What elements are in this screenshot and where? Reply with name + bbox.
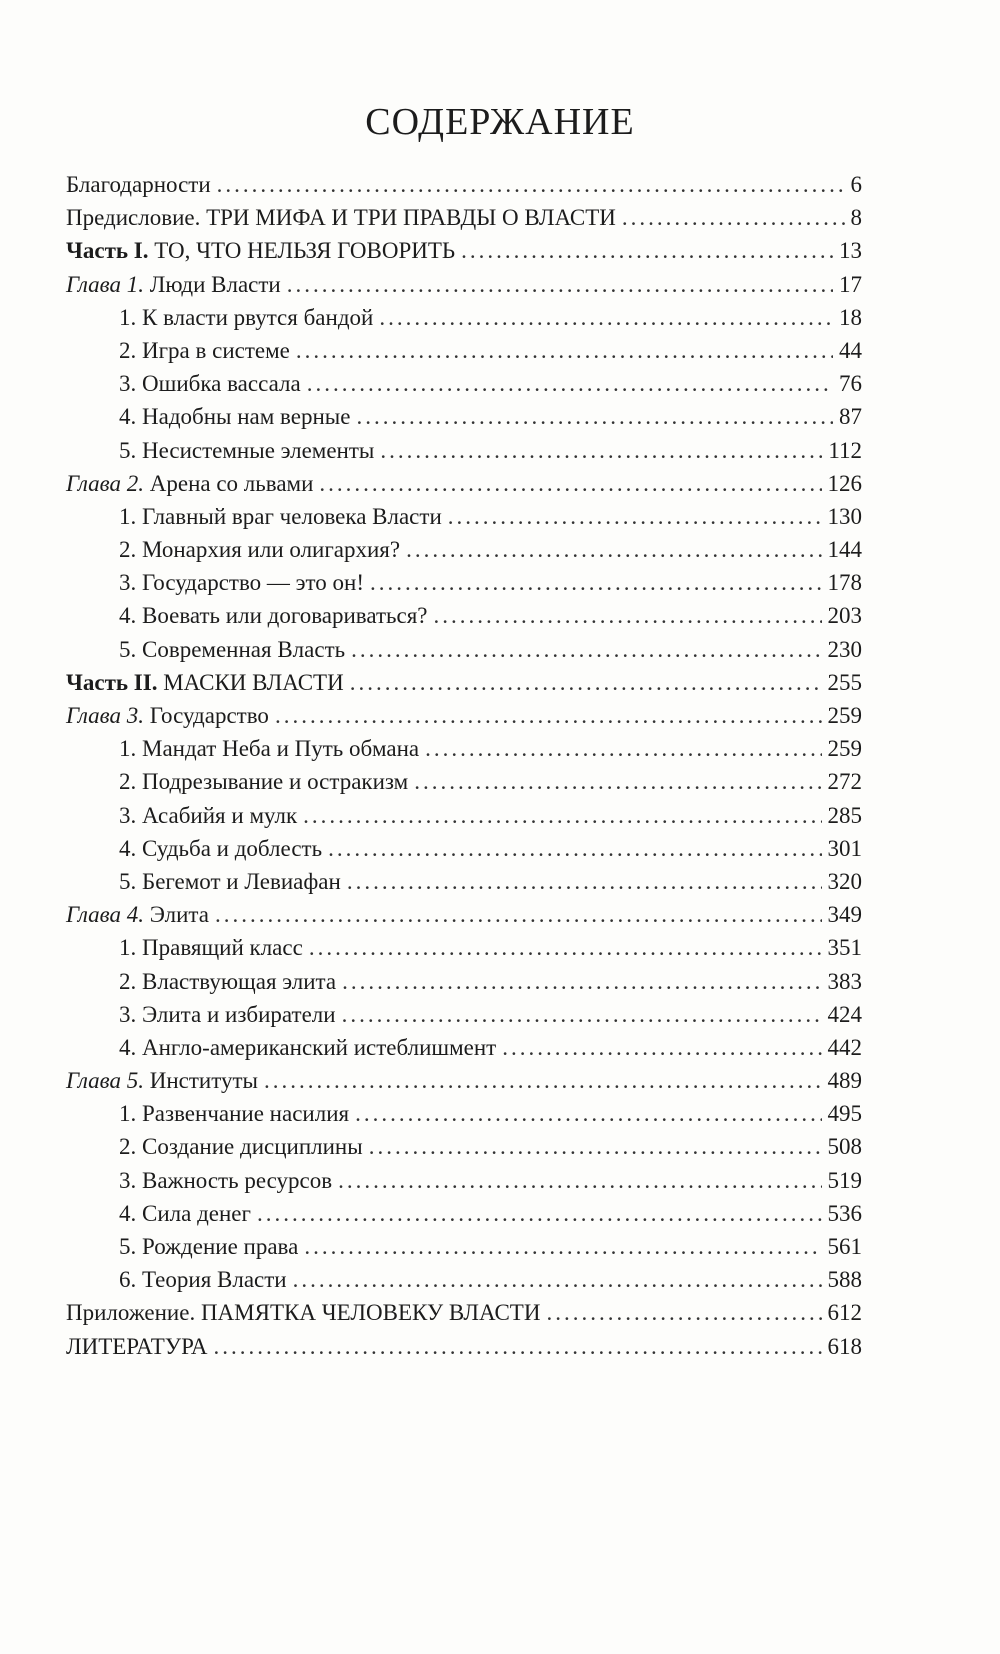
toc-entry-page-number: 255 (827, 669, 862, 695)
toc-entry (66, 1101, 862, 1134)
toc-entry-label (66, 238, 455, 264)
toc-entry-label (119, 338, 290, 364)
toc-entry-label (119, 1002, 336, 1028)
toc-entry-text: Арена со львами (144, 470, 314, 496)
toc-entry-page-number: 442 (827, 1034, 862, 1060)
dot-leader (342, 1002, 822, 1028)
toc-entry-prefix: Глава 3. (66, 703, 144, 728)
toc-entry (66, 471, 862, 504)
toc-entry-page-number: 259 (827, 703, 862, 728)
toc-entry-prefix: Глава 5. (66, 1068, 144, 1094)
toc-entry-text: 2. Монархия или олигархия? (119, 537, 401, 563)
toc-entry-page-number: 519 (827, 1167, 862, 1193)
toc-entry-page-number: 130 (827, 503, 862, 529)
toc-entry-text: Приложение. ПАМЯТКА ЧЕЛОВЕКУ ВЛАСТИ (66, 1300, 541, 1326)
toc-entry (66, 371, 862, 404)
dot-leader (257, 1201, 822, 1227)
toc-entry-page-number: 508 (827, 1134, 862, 1160)
toc-entry (66, 803, 862, 836)
toc-entry (66, 703, 862, 736)
toc-entry-page-number: 203 (827, 603, 862, 629)
toc-entry-text: 5. Современная Власть (119, 636, 346, 662)
toc-entry-text: Благодарности (66, 172, 211, 197)
toc-entry (66, 1300, 862, 1333)
toc-entry-page-number: 144 (827, 537, 862, 563)
toc-entry (66, 1168, 862, 1201)
toc-entry-label (119, 869, 341, 895)
toc-entry-text: 2. Игра в системе (119, 337, 290, 363)
toc-entry-label (119, 438, 374, 464)
toc-entry-text: 3. Асабийя и мулк (119, 802, 298, 828)
dot-leader (448, 504, 822, 530)
toc-entry (66, 1002, 862, 1035)
toc-entry-page-number: 351 (827, 935, 862, 961)
dot-leader (347, 869, 822, 895)
toc-entry-label (119, 736, 419, 762)
toc-entry-label (119, 1035, 496, 1061)
toc-entry-label (66, 471, 313, 497)
dot-leader (355, 1101, 821, 1127)
toc-entry (66, 935, 862, 968)
toc-entry-label (119, 1134, 363, 1160)
toc-entry-page-number: 17 (839, 271, 862, 297)
toc-entry-label (119, 836, 322, 862)
dot-leader (406, 537, 821, 563)
toc-entry-text: 4. Англо-американский истеблишмент (119, 1034, 497, 1060)
toc-entry-page-number: 612 (827, 1300, 862, 1326)
dot-leader (622, 205, 845, 231)
toc-entry (66, 1134, 862, 1167)
toc-entry (66, 670, 862, 703)
dot-leader (546, 1300, 821, 1326)
toc-entry (66, 637, 862, 670)
toc-entry-label (66, 205, 616, 231)
toc-entry-page-number: 561 (827, 1234, 862, 1259)
dot-leader (369, 1134, 822, 1160)
toc-entry-text: 2. Властвующая элита (119, 968, 337, 994)
toc-entry-page-number: 618 (827, 1333, 862, 1359)
toc-entry-page-number: 489 (827, 1068, 862, 1094)
toc-entry (66, 238, 862, 271)
toc-entry-page-number: 87 (839, 404, 862, 430)
toc-entry-text: 1. Развенчание насилия (119, 1101, 350, 1127)
toc-entry-text: 3. Ошибка вассала (119, 371, 301, 397)
toc-entry-page-number: 320 (827, 868, 862, 894)
page-title: СОДЕРЖАНИЕ (365, 101, 635, 143)
toc-entry-text: 4. Надобны нам верные (119, 404, 351, 430)
toc-entry-page-number: 230 (827, 636, 862, 662)
toc-entry-label (119, 769, 408, 795)
toc-entry (66, 603, 862, 636)
toc-entry (66, 969, 862, 1002)
toc-entry-label (66, 272, 281, 298)
toc-entry-label (119, 537, 400, 563)
toc-entry-label (119, 371, 301, 397)
dot-leader (319, 471, 821, 497)
toc-entry-page-number: 18 (839, 304, 862, 330)
dot-leader (342, 969, 821, 995)
toc-entry-page-number: 6 (850, 172, 862, 197)
toc-entry-page-number: 76 (839, 371, 862, 397)
toc-entry (66, 570, 862, 603)
toc-entry-text: Государство (144, 703, 269, 728)
toc-entry (66, 769, 862, 802)
dot-leader (461, 238, 833, 264)
dot-leader (351, 637, 821, 663)
toc-entry-text: Люди Власти (144, 271, 281, 297)
toc-entry-label (119, 504, 442, 530)
toc-entry-text: 1. К власти рвутся бандой (119, 304, 374, 330)
toc-entry-label (119, 305, 373, 331)
toc-entry-prefix: Часть I. (66, 238, 149, 264)
toc-entry-text: Предисловие. ТРИ МИФА И ТРИ ПРАВДЫ О ВЛАСТИ (66, 205, 616, 231)
dot-leader (502, 1035, 821, 1061)
toc-entry-page-number: 495 (827, 1101, 862, 1127)
toc-entry (66, 1234, 862, 1267)
toc-entry-text: 4. Сила денег (119, 1200, 251, 1226)
dot-leader (370, 570, 821, 596)
toc-entry-label (119, 1267, 287, 1293)
dot-leader (287, 272, 833, 298)
toc-entry-text: 5. Рождение права (119, 1234, 299, 1259)
toc-entry-label (66, 1334, 208, 1360)
toc-entry-label (119, 1168, 332, 1194)
toc-entry-page-number: 259 (827, 736, 862, 762)
toc-entry (66, 205, 862, 238)
toc-entry-label (66, 670, 344, 696)
toc-entry-page-number: 536 (827, 1200, 862, 1226)
toc-entry (66, 1267, 862, 1300)
toc-entry-page-number: 272 (827, 769, 862, 795)
toc-entry-text: 3. Государство — это он! (119, 570, 365, 596)
toc-entry (66, 1068, 862, 1101)
dot-leader (425, 736, 821, 762)
toc-entry-page-number: 383 (827, 968, 862, 994)
toc-entry (66, 404, 862, 437)
toc-entry-text: 1. Правящий класс (119, 935, 303, 961)
toc-entry-label (119, 637, 345, 663)
toc-entry-text: 1. Главный враг человека Власти (119, 503, 442, 529)
toc-entry-page-number: 126 (827, 470, 862, 496)
toc-entry-text: 5. Бегемот и Левиафан (119, 868, 341, 894)
dot-leader (414, 769, 821, 795)
toc-entry-text: 1. Мандат Неба и Путь обмана (119, 736, 420, 762)
toc-entry-page-number: 112 (828, 437, 862, 463)
dot-leader (304, 1234, 821, 1260)
dot-leader (303, 803, 821, 829)
toc-entry-text: 4. Судьба и доблесть (119, 835, 323, 861)
toc-entry (66, 902, 862, 935)
toc-entry-label (66, 1300, 540, 1326)
dot-leader (356, 404, 833, 430)
dot-leader (380, 438, 822, 464)
toc-entry-label (119, 603, 427, 629)
toc-entry-page-number: 178 (827, 570, 862, 596)
toc-entry (66, 438, 862, 471)
toc-entry (66, 1334, 862, 1367)
toc-entry-label (119, 969, 336, 995)
toc-entry-label (119, 935, 303, 961)
dot-leader (307, 371, 833, 397)
toc-entry-label (66, 1068, 258, 1094)
toc-entry (66, 736, 862, 769)
toc-entry-page-number: 301 (827, 835, 862, 861)
dot-leader (217, 172, 845, 198)
toc-entry-page-number: 44 (839, 337, 862, 363)
toc-entry-label (66, 902, 209, 928)
toc-entry (66, 1201, 862, 1234)
toc-entry-text: 3. Важность ресурсов (119, 1167, 333, 1193)
toc-entry-text: Элита (144, 902, 209, 928)
dot-leader (338, 1168, 821, 1194)
dot-leader (296, 338, 833, 364)
dot-leader (293, 1267, 822, 1293)
dot-leader (264, 1068, 822, 1094)
toc-entry-text: 6. Теория Власти (119, 1267, 287, 1293)
toc-entry (66, 1035, 862, 1068)
toc-entry (66, 836, 862, 869)
toc-entry-label (66, 172, 211, 198)
toc-entry (66, 172, 862, 205)
toc-entry-text: 2. Подрезывание и остракизм (119, 769, 409, 795)
toc-entry (66, 272, 862, 305)
toc-entry-page-number: 349 (827, 902, 862, 928)
toc-entry-text: ТО, ЧТО НЕЛЬЗЯ ГОВОРИТЬ (148, 238, 456, 264)
toc-entry-text: Институты (144, 1068, 258, 1094)
toc-entry-prefix: Глава 4. (66, 902, 144, 928)
toc-entry (66, 305, 862, 338)
dot-leader (309, 935, 822, 961)
toc-entry (66, 504, 862, 537)
dot-leader (379, 305, 833, 331)
toc-entry-page-number: 13 (839, 238, 862, 264)
toc-entry-label (119, 570, 364, 596)
toc-entry-text: 4. Воевать или договариваться? (119, 603, 428, 629)
dot-leader (433, 603, 821, 629)
toc-entry-page-number: 588 (827, 1267, 862, 1293)
dot-leader (214, 1334, 822, 1360)
toc-entry-prefix: Часть II. (66, 669, 158, 695)
dot-leader (328, 836, 821, 862)
dot-leader (350, 670, 822, 696)
toc-entry (66, 869, 862, 902)
toc-entry-label (119, 803, 297, 829)
toc-entry-page-number: 285 (827, 802, 862, 828)
toc-entry-label (119, 1234, 298, 1260)
toc-entry-page-number: 424 (827, 1001, 862, 1027)
toc-entry-label (66, 703, 269, 729)
toc-entry-prefix: Глава 2. (66, 470, 144, 496)
dot-leader (275, 703, 822, 729)
toc-entry-text: 2. Создание дисциплины (119, 1134, 363, 1160)
toc-entry-text: 5. Несистемные элементы (119, 437, 375, 463)
toc-entry-text: МАСКИ ВЛАСТИ (157, 669, 344, 695)
toc-entry (66, 338, 862, 371)
dot-leader (215, 902, 822, 928)
table-of-contents (66, 172, 862, 1367)
toc-entry-label (119, 1101, 349, 1127)
toc-entry (66, 537, 862, 570)
toc-entry-label (119, 1201, 251, 1227)
toc-entry-text: 3. Элита и избиратели (119, 1001, 336, 1027)
toc-entry-text: ЛИТЕРАТУРА (66, 1333, 208, 1359)
toc-entry-page-number: 8 (850, 205, 862, 231)
toc-entry-prefix: Глава 1. (66, 271, 144, 297)
toc-entry-label (119, 404, 350, 430)
